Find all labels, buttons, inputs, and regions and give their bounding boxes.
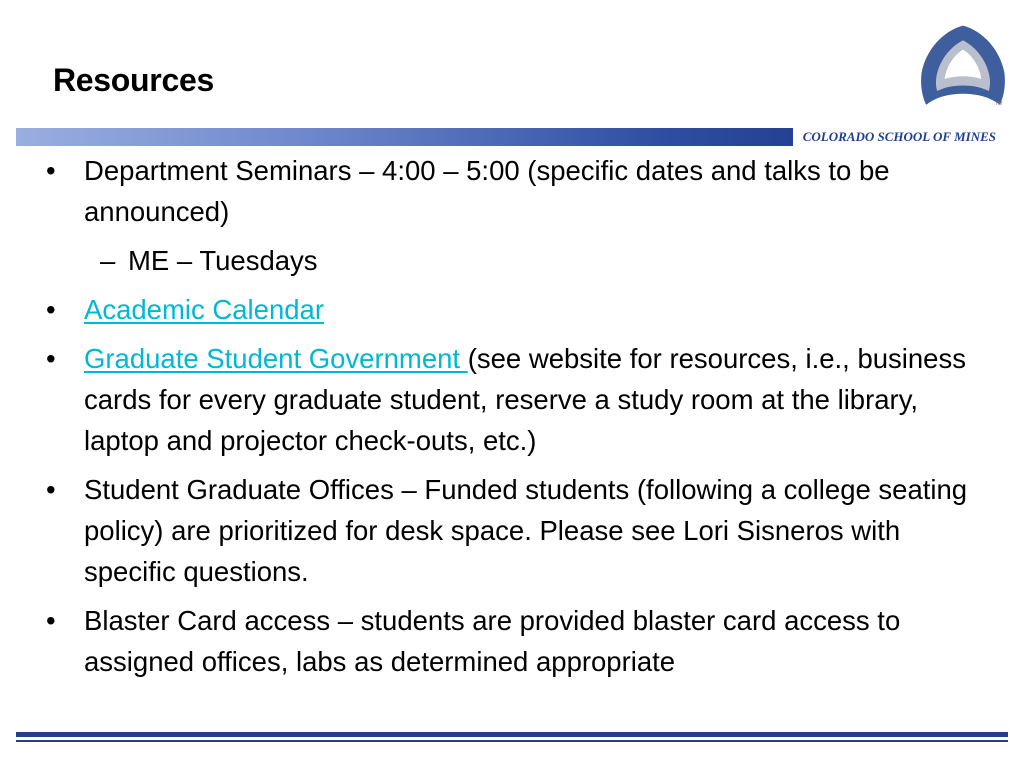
list-item-blaster-card	[40, 600, 970, 682]
bullet-marker: •	[46, 294, 56, 325]
graduate-student-government-link[interactable]: Graduate Student Government	[84, 343, 468, 374]
academic-calendar-link[interactable]: Academic Calendar	[84, 294, 324, 325]
item-text: (see website for resources, i.e., business cards for every graduate student, reserve a study room at the library, laptop and projector check-outs, etc.)	[84, 343, 966, 456]
sub-item-me	[40, 240, 970, 281]
list-item-seminars	[40, 150, 970, 232]
item-text: Student Graduate Offices – Funded students (following a college seating policy) are prioritized for desk space. Please see Lori Sisneros with specific questions.	[84, 474, 968, 587]
bullet-marker: •	[46, 343, 56, 374]
list-item-offices	[40, 469, 970, 592]
list-item-calendar	[40, 289, 970, 330]
bullet-list	[40, 150, 970, 690]
bullet-marker: •	[46, 474, 56, 505]
item-text: Blaster Card access – students are provided blaster card access to assigned offices, labs as determined appropriate	[84, 605, 901, 677]
sub-item-text: ME – Tuesdays	[128, 245, 318, 276]
trademark-mark: TM	[995, 101, 1003, 107]
institution-label: COLORADO SCHOOL OF MINES	[793, 128, 1008, 146]
header-banner	[16, 128, 1008, 146]
footer-rule-thin	[16, 740, 1008, 742]
item-text: Department Seminars – 4:00 – 5:00 (specific dates and talks to be announced)	[84, 155, 890, 227]
list-item-gsg	[40, 338, 970, 461]
bullet-marker: •	[46, 155, 56, 186]
bullet-marker: •	[46, 605, 56, 636]
footer-rule	[16, 732, 1008, 737]
slide-title: Resources	[53, 62, 214, 98]
dash-marker: –	[100, 245, 116, 276]
